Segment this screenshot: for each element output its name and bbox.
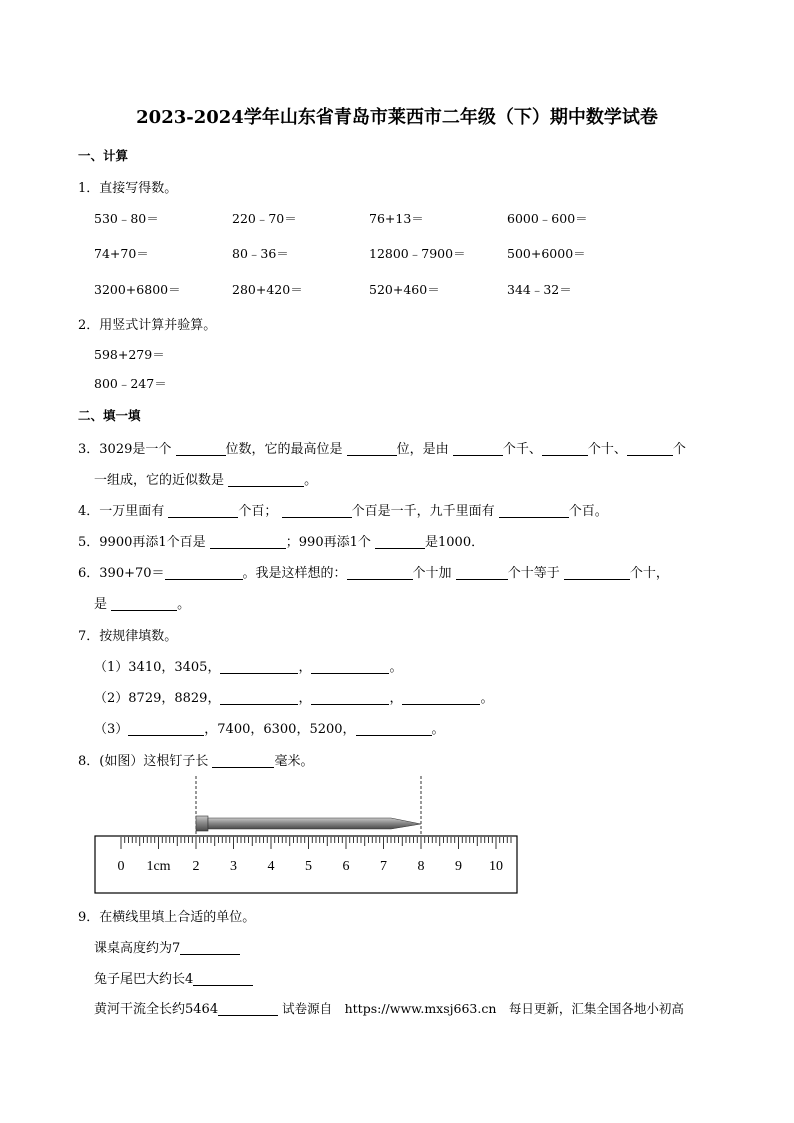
q7-text: ，7400，6300，5200，: [204, 722, 356, 737]
answer-blank[interactable]: [220, 659, 298, 674]
answer-blank[interactable]: [627, 441, 673, 456]
q6-text: 个十加: [412, 566, 452, 581]
answer-blank[interactable]: [347, 565, 413, 580]
nail-head: [196, 816, 208, 831]
calc-item: 74+70＝: [94, 246, 149, 261]
calc-item: 520+460＝: [369, 282, 440, 297]
q7-text: 。: [480, 691, 494, 706]
q5-text: 5．9900再添1个百是: [78, 535, 206, 550]
nail-image: [196, 816, 421, 831]
answer-blank[interactable]: [165, 565, 243, 580]
nail-shaft: [208, 818, 421, 829]
ruler-label: 4: [267, 859, 275, 874]
answer-blank[interactable]: [218, 1001, 278, 1016]
q7-text: （2）8729，8829，: [94, 691, 221, 706]
question-7-part-1: [94, 656, 402, 675]
answer-blank[interactable]: [564, 565, 630, 580]
q3-text: 位数，它的最高位是: [225, 442, 343, 457]
answer-blank[interactable]: [311, 690, 389, 705]
question-1-label: 1．直接写得数。: [78, 181, 178, 196]
answer-blank[interactable]: [453, 441, 503, 456]
calc-item: 76+13＝: [369, 211, 424, 226]
calc-item: 6000﹣600＝: [507, 211, 588, 226]
vertical-calc-item: 800﹣247＝: [94, 376, 167, 391]
q9-text: 黄河干流全长约5464: [94, 1002, 219, 1017]
answer-blank[interactable]: [220, 690, 298, 705]
question-9-item: [94, 998, 684, 1017]
q4-text: 个百；: [238, 504, 278, 519]
answer-blank[interactable]: [193, 971, 253, 986]
calc-item: 500+6000＝: [507, 246, 586, 261]
question-9-label: 9．在横线里填上合适的单位。: [78, 910, 256, 925]
section-heading-fill: 二、填一填: [78, 408, 141, 423]
q3-text: 个千、: [502, 442, 542, 457]
answer-blank[interactable]: [356, 721, 432, 736]
answer-blank[interactable]: [176, 441, 226, 456]
question-9-item: [94, 937, 240, 956]
page-title: 2023-2024学年山东省青岛市莱西市二年级（下）期中数学试卷: [136, 107, 658, 128]
answer-blank[interactable]: [542, 441, 588, 456]
answer-blank[interactable]: [402, 690, 480, 705]
source-footer: 试卷源自 https://www.mxsj663.cn 每日更新，汇集全国各地小初高: [282, 1001, 684, 1016]
q6-text: 个十等于: [507, 566, 560, 581]
calc-item: 344﹣32＝: [507, 282, 572, 297]
q7-text: （3）: [94, 722, 129, 737]
question-6-line1: [78, 562, 669, 581]
ruler-label: 7: [380, 859, 387, 874]
q5-text: 是1000．: [425, 535, 485, 550]
q7-text: 。: [389, 660, 403, 675]
calc-item: 220﹣70＝: [232, 211, 297, 226]
answer-blank[interactable]: [456, 565, 508, 580]
q4-text: 4．一万里面有: [78, 504, 165, 519]
ruler-label: 9: [455, 859, 462, 874]
question-3-line1: [78, 438, 686, 457]
answer-blank[interactable]: [311, 659, 389, 674]
q8-text: 8．(如图）这根钉子长: [78, 754, 209, 769]
question-7-label: 7．按规律填数。: [78, 629, 178, 644]
q6-text: 是: [94, 597, 108, 612]
answer-blank[interactable]: [375, 534, 425, 549]
q5-text: ；990再添1个: [285, 535, 371, 550]
answer-blank[interactable]: [128, 721, 204, 736]
question-8: [78, 750, 314, 769]
q3-text: 个十、: [587, 442, 627, 457]
calc-item: 280+420＝: [232, 282, 303, 297]
q9-text: 兔子尾巴大约长4: [94, 972, 194, 987]
question-4: [78, 500, 608, 519]
q4-text: 个百。: [568, 504, 608, 519]
answer-blank[interactable]: [168, 503, 238, 518]
ruler-label: 1cm: [146, 859, 171, 874]
calc-item: 12800﹣7900＝: [369, 246, 466, 261]
q6-text: 6．390+70＝: [78, 566, 165, 581]
q3-text: 位，是由: [396, 442, 449, 457]
ruler-label: 0: [117, 859, 125, 874]
q6-text: 。: [177, 597, 191, 612]
q7-text: ，: [298, 691, 312, 706]
question-3-line2: [94, 469, 317, 488]
q7-text: （1）3410，3405，: [94, 660, 221, 675]
q3-text: 个: [672, 442, 686, 457]
section-heading-calc: 一、计算: [78, 148, 129, 163]
question-7-part-2: [94, 687, 494, 706]
q7-text: ，: [298, 660, 312, 675]
q8-text: 毫米。: [274, 754, 314, 769]
calc-item: 80﹣36＝: [232, 246, 289, 261]
ruler-figure: [90, 774, 522, 898]
answer-blank[interactable]: [210, 534, 286, 549]
q6-text: 个十，: [629, 566, 669, 581]
answer-blank[interactable]: [180, 940, 240, 955]
calc-item: 3200+6800＝: [94, 282, 181, 297]
ruler-label: 3: [230, 859, 237, 874]
ruler-label: 10: [489, 859, 503, 874]
ruler-label: 8: [417, 859, 425, 874]
q3-text: 。: [304, 473, 318, 488]
question-9-item: [94, 968, 253, 987]
calc-item: 530﹣80＝: [94, 211, 159, 226]
question-5: [78, 531, 484, 550]
ruler-label: 5: [305, 859, 312, 874]
q4-text: 个百是一千，九千里面有: [351, 504, 495, 519]
answer-blank[interactable]: [347, 441, 397, 456]
question-6-line2: [94, 593, 190, 612]
answer-blank[interactable]: [228, 472, 304, 487]
answer-blank[interactable]: [212, 753, 274, 768]
q7-text: ，: [389, 691, 403, 706]
answer-blank[interactable]: [499, 503, 569, 518]
q3-text: 一组成，它的近似数是: [94, 473, 225, 488]
q3-text: 3．3029是一个: [78, 442, 172, 457]
q7-text: 。: [431, 722, 445, 737]
vertical-calc-item: 598+279＝: [94, 347, 165, 362]
question-7-part-3: [94, 718, 445, 737]
q6-text: 。我是这样想的：: [242, 566, 347, 581]
q9-text: 课桌高度约为7: [94, 941, 181, 956]
ruler-label: 2: [192, 859, 200, 874]
question-2-label: 2．用竖式计算并验算。: [78, 318, 217, 333]
ruler-label: 6: [342, 859, 350, 874]
answer-blank[interactable]: [111, 596, 177, 611]
answer-blank[interactable]: [282, 503, 352, 518]
